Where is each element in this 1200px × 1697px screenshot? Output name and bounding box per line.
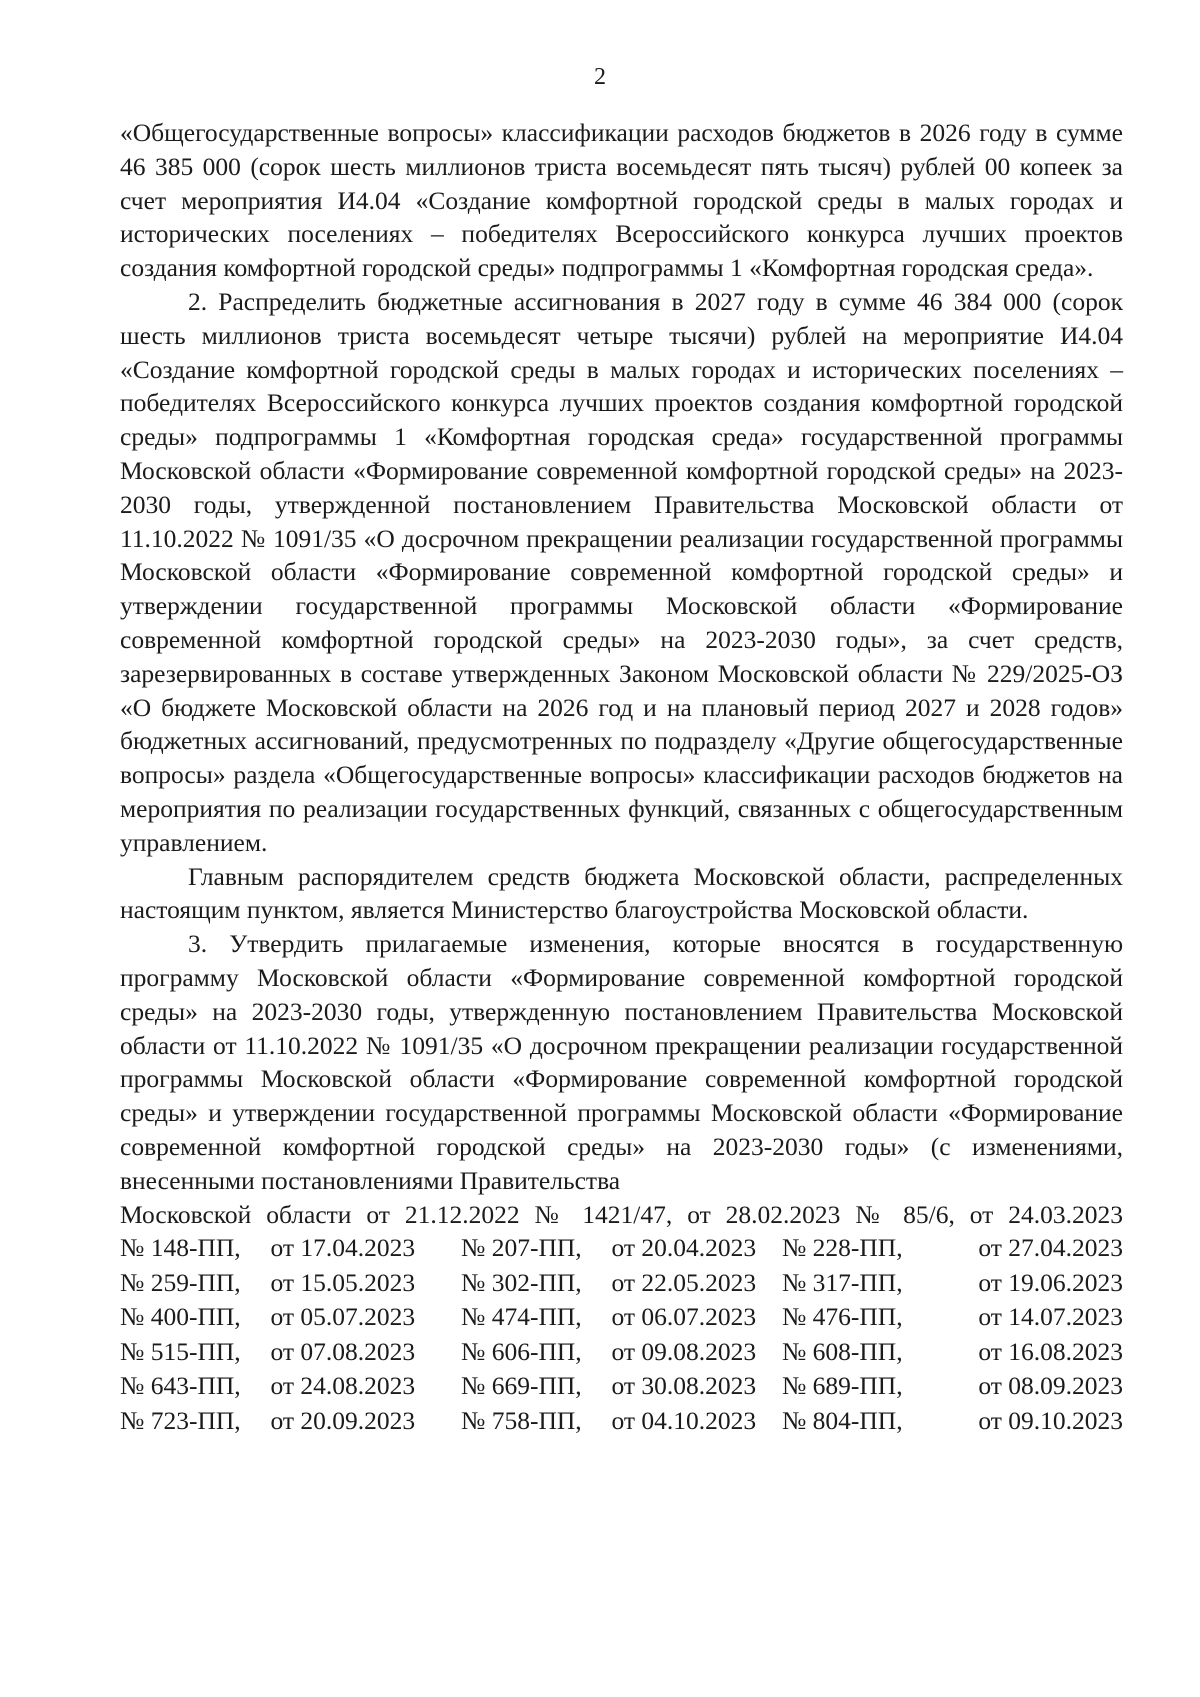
- table-cell: № 259-ПП,: [120, 1267, 241, 1297]
- table-cell: № 476-ПП,: [781, 1302, 903, 1332]
- table-cell: № 400-ПП,: [120, 1302, 241, 1332]
- table-cell: № 228-ПП,: [781, 1233, 903, 1263]
- table-cell: от 09.10.2023: [978, 1405, 1123, 1435]
- table-cell: от 06.07.2023: [611, 1302, 757, 1332]
- table-cell: от 14.07.2023: [978, 1302, 1123, 1332]
- table-row: [120, 1266, 1123, 1301]
- table-cell: № 723-ПП,: [120, 1405, 241, 1435]
- table-cell: от 30.08.2023: [611, 1371, 757, 1401]
- table-cell: № 758-ПП,: [461, 1405, 582, 1435]
- table-cell: № 689-ПП,: [781, 1371, 903, 1401]
- table-cell: № 804-ПП,: [781, 1405, 903, 1435]
- paragraph-item-3: 3. Утвердить прилагаемые изменения, которые вносятся в государственную программу Московской области «Формирование современной комфортной городской среды» на 2023-2030 годы, утвержденную постановлением Правительства Московской области от 11.10.2022 № 1091/35 «О досрочном прекращении реализации государственной программы Московской области «Формирование современной комфортной городской среды» и утверждении государственной программы Московской области «Формирование современной комфортной городской среды» на 2023-2030 годы» (с изменениями, внесенными постановлениями Правительства: [120, 929, 1123, 1195]
- table-cell: № 606-ПП,: [461, 1336, 582, 1366]
- paragraph-item-3-tail: Московской области от 21.12.2022 № 1421/47, от 28.02.2023 № 85/6, от 24.03.2023: [120, 1199, 1123, 1229]
- table-cell: № 207-ПП,: [461, 1233, 582, 1263]
- table-cell: № 148-ПП,: [120, 1233, 241, 1263]
- table-cell: от 16.08.2023: [978, 1336, 1123, 1366]
- table-cell: от 05.07.2023: [270, 1302, 416, 1332]
- table-cell: от 07.08.2023: [270, 1336, 416, 1366]
- paragraph-main-manager: Главным распорядителем средств бюджета Московской области, распределенных настоящим пунктом, является Министерство благоустройства Московской области.: [120, 861, 1123, 925]
- table-cell: № 643-ПП,: [120, 1371, 241, 1401]
- table-cell: № 669-ПП,: [461, 1371, 582, 1401]
- table-row: [120, 1300, 1123, 1335]
- table-cell: № 302-ПП,: [461, 1267, 582, 1297]
- table-cell: от 15.05.2023: [270, 1267, 416, 1297]
- table-cell: № 515-ПП,: [120, 1336, 241, 1366]
- table-cell: от 20.04.2023: [611, 1233, 757, 1263]
- table-row: [120, 1369, 1123, 1404]
- resolution-references-table: [120, 1231, 1123, 1438]
- table-cell: № 608-ПП,: [781, 1336, 903, 1366]
- table-cell: от 08.09.2023: [978, 1371, 1123, 1401]
- document-body: [120, 116, 1123, 1438]
- page-number: 2: [594, 64, 606, 90]
- table-cell: от 24.08.2023: [270, 1371, 416, 1401]
- table-cell: № 317-ПП,: [781, 1267, 903, 1297]
- table-cell: от 17.04.2023: [270, 1233, 416, 1263]
- table-row: [120, 1231, 1123, 1266]
- table-cell: от 04.10.2023: [611, 1405, 757, 1435]
- table-cell: от 20.09.2023: [270, 1405, 416, 1435]
- paragraph-continuation: «Общегосударственные вопросы» классификации расходов бюджетов в 2026 году в сумме 46 385 000 (сорок шесть миллионов триста восемьдесят пять тысяч) рублей 00 копеек за счет мероприятия И4.04 «Создание комфортной городской среды в малых городах и исторических поселениях – победителях Всероссийского конкурса лучших проектов создания комфортной городской среды» подпрограммы 1 «Комфортная городская среда».: [120, 118, 1123, 283]
- table-cell: от 19.06.2023: [978, 1267, 1123, 1297]
- table-cell: от 27.04.2023: [978, 1233, 1123, 1263]
- table-row: [120, 1404, 1123, 1439]
- table-cell: от 09.08.2023: [611, 1336, 757, 1366]
- table-row: [120, 1335, 1123, 1370]
- table-cell: № 474-ПП,: [461, 1302, 582, 1332]
- paragraph-item-2: 2. Распределить бюджетные ассигнования в 2027 году в сумме 46 384 000 (сорок шесть миллионов триста восемьдесят четыре тысячи) рублей на мероприятие И4.04 «Создание комфортной городской среды в малых городах и исторических поселениях – победителях Всероссийского конкурса лучших проектов создания комфортной городской среды» подпрограммы 1 «Комфортная городская среда» государственной программы Московской области «Формирование современной комфортной городской среды» на 2023-2030 годы, утвержденной постановлением Правительства Московской области от 11.10.2022 № 1091/35 «О досрочном прекращении реализации государственной программы Московской области «Формирование современной комфортной городской среды» и утверждении государственной программы Московской области «Формирование современной комфортной городской среды» на 2023-2030 годы», за счет средств, зарезервированных в составе утвержденных Законом Московской области № 229/2025-ОЗ «О бюджете Московской области на 2026 год и на плановый период 2027 и 2028 годов» бюджетных ассигнований, предусмотренных по подразделу «Другие общегосударственные вопросы» раздела «Общегосударственные вопросы» классификации расходов бюджетов на мероприятия по реализации государственных функций, связанных с общегосударственным управлением.: [120, 286, 1123, 857]
- table-cell: от 22.05.2023: [611, 1267, 757, 1297]
